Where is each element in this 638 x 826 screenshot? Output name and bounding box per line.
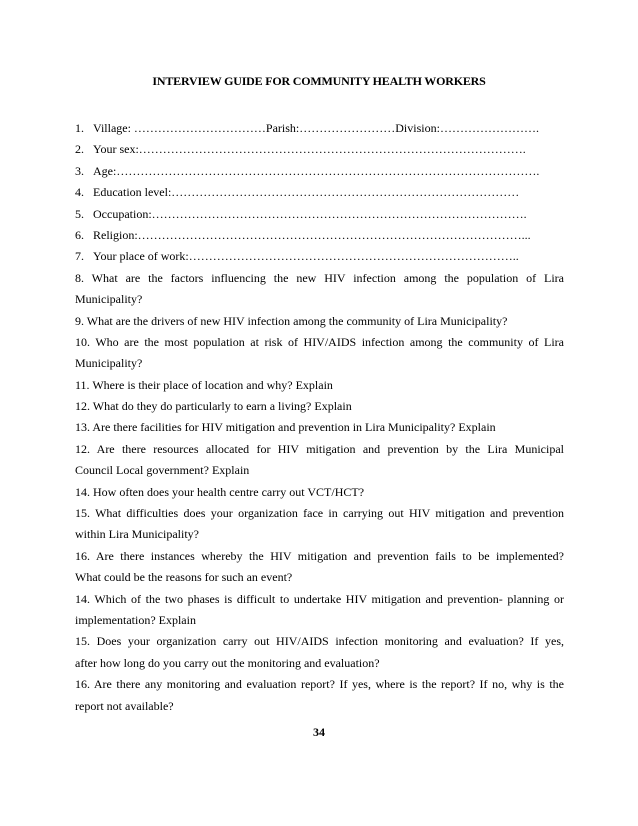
question-line: 11. Where is their place of location and why? Explain <box>75 377 333 392</box>
item-number: 4. <box>75 185 84 200</box>
item-text: Occupation:…………………………………………………………………………………. <box>93 206 527 221</box>
question-line: 14. Which of the two phases is difficult to undertake HIV mitigation and prevention- planning or <box>75 591 564 606</box>
item-number: 3. <box>75 163 84 178</box>
demographic-item-religion <box>75 225 564 246</box>
question-line: report not available? <box>75 698 174 713</box>
question-line: 16. Are there any monitoring and evaluation report? If yes, where is the report? If no, why is the <box>75 677 564 692</box>
item-number: 7. <box>75 249 84 264</box>
question-line: 16. Are there instances whereby the HIV mitigation and prevention fails to be implemented? <box>75 548 564 563</box>
question-line: 8. What are the factors influencing the new HIV infection among the population of Lira <box>75 270 564 285</box>
question-line: 13. Are there facilities for HIV mitigation and prevention in Lira Municipality? Explain <box>75 420 496 435</box>
page-title: INTERVIEW GUIDE FOR COMMUNITY HEALTH WORKERS <box>152 74 486 88</box>
item-text: Your place of work:……………………………………………………………………….. <box>93 249 519 264</box>
question-line: 9. What are the drivers of new HIV infection among the community of Lira Municipality? <box>75 313 508 328</box>
demographic-item-occupation <box>75 204 564 225</box>
question-line: 15. Does your organization carry out HIV/AIDS infection monitoring and evaluation? If yes, <box>75 634 564 649</box>
question-line: 12. Are there resources allocated for HIV mitigation and prevention by the Lira Municipal <box>75 441 564 456</box>
question-line: within Lira Municipality? <box>75 527 199 542</box>
demographic-item-village <box>75 118 564 139</box>
item-number: 1. <box>75 121 84 135</box>
item-text: Your sex:……………………………………………………………………………………. <box>93 142 526 157</box>
demographic-item-sex <box>75 139 564 160</box>
question-line: implementation? Explain <box>75 612 196 627</box>
demographic-item-workplace <box>75 246 564 267</box>
item-number: 6. <box>75 227 84 242</box>
item-number: 2. <box>75 142 84 157</box>
demographic-item-education <box>75 182 564 203</box>
item-number: 5. <box>75 206 84 221</box>
page-number: 34 <box>313 725 325 739</box>
demographic-item-age <box>75 161 564 182</box>
question-line: Council Local government? Explain <box>75 463 250 478</box>
item-text: Religion:……………………………………………………………………………………... <box>93 227 531 242</box>
question-line: What could be the reasons for such an event? <box>75 570 293 585</box>
question-line: 10. Who are the most population at risk of HIV/AIDS infection among the community of Lira <box>75 334 564 349</box>
question-line: after how long do you carry out the monitoring and evaluation? <box>75 655 380 670</box>
item-text: Village: ……………………………Parish:……………………Division:……………………. <box>93 121 539 135</box>
question-line: 15. What difficulties does your organization face in carrying out HIV mitigation and prevention <box>75 506 564 521</box>
question-line: 12. What do they do particularly to earn a living? Explain <box>75 399 352 414</box>
item-text: Education level:…………………………………………………………………………… <box>93 185 520 200</box>
question-line: Municipality? <box>75 356 143 371</box>
interview-guide-body <box>75 118 564 717</box>
question-line: Municipality? <box>75 292 143 307</box>
question-line: 14. How often does your health centre carry out VCT/HCT? <box>75 484 365 499</box>
item-text: Age:……………………………………………………………………………………………. <box>93 163 540 178</box>
